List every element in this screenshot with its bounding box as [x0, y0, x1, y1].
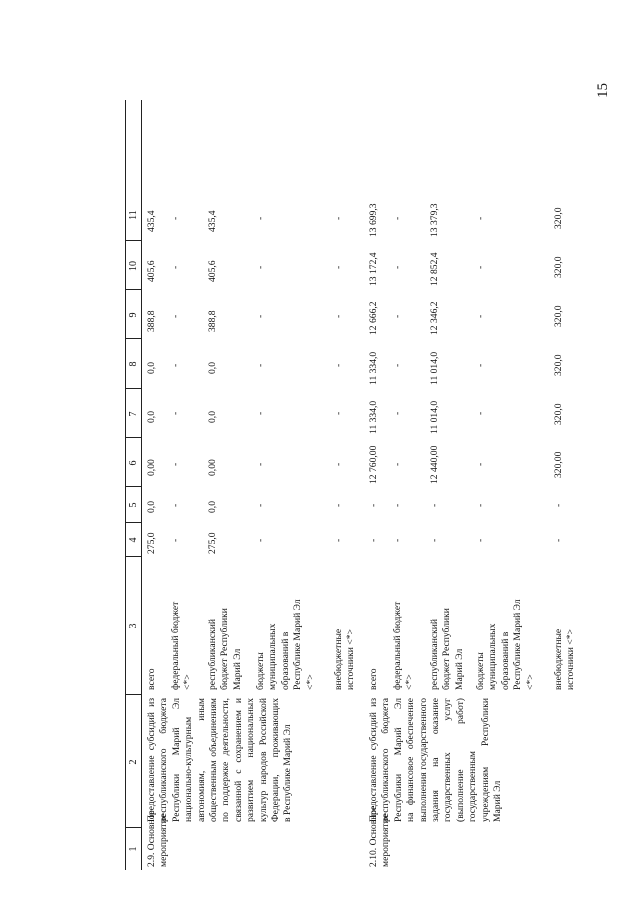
r210-rep-v6: 12 440,00 — [429, 445, 440, 484]
row-2-10-title: Предоставление субсидий из республиканского бюджета Республики Марий Эл на финансовое обеспечение выполнения государственного задания на оказание государственных услуг (выполнение работ) государственным учреждениям Республики Марий Эл — [368, 698, 504, 822]
r210-fed-v9: - — [392, 314, 403, 318]
r210-ext-v9: 320,0 — [553, 305, 564, 327]
r210-ext-v5: - — [553, 503, 564, 507]
r210-rep-v8: 11 014,0 — [429, 351, 440, 385]
r210-total-v8: 11 334,0 — [368, 351, 379, 385]
r210-mun-v8: - — [475, 363, 486, 367]
r210-mun-v10: - — [475, 265, 486, 269]
row-2-10-source-republic: республиканский бюджет Республики Марий Эл — [429, 608, 465, 690]
r29-fed-v5: - — [170, 503, 181, 507]
r29-mun-v5: - — [255, 503, 266, 507]
r29-total-v11: 435,4 — [146, 210, 157, 232]
row-2-9-source-total: всего — [146, 668, 157, 690]
r210-mun-v6: - — [475, 462, 486, 466]
header-col-6: 6 — [128, 460, 139, 466]
r29-total-v6: 0,00 — [146, 459, 157, 476]
r29-ext-v10: - — [333, 265, 344, 269]
r29-ext-v8: - — [333, 363, 344, 367]
r210-fed-v5: - — [392, 503, 403, 507]
r210-rep-v10: 12 852,4 — [429, 252, 440, 286]
row-2-9-source-extrabudget: внебюджетные источники <*> — [333, 628, 357, 690]
row-2-9-source-municipal: бюджеты муниципальных образований в Республике Марий Эл <*> — [255, 599, 316, 690]
r210-mun-v7: - — [475, 411, 486, 415]
row-2-10-label: 2.10. Основное мероприятие — [368, 805, 392, 867]
r210-rep-v5: - — [429, 503, 440, 507]
r210-ext-v10: 320,0 — [553, 256, 564, 278]
r29-ext-v11: - — [333, 216, 344, 220]
header-col-10: 10 — [128, 261, 139, 271]
r210-fed-v6: - — [392, 462, 403, 466]
col-divider-4 — [125, 522, 142, 523]
col-divider-8 — [125, 338, 142, 339]
col-divider-6 — [125, 437, 142, 438]
table-top-border — [125, 100, 126, 870]
r210-ext-v6: 320,00 — [553, 451, 564, 478]
r210-rep-v7: 11 014,0 — [429, 400, 440, 434]
header-col-2: 2 — [128, 759, 139, 765]
r210-rep-v9: 12 346,2 — [429, 301, 440, 335]
r210-rep-v11: 13 379,3 — [429, 203, 440, 237]
r210-ext-v11: 320,0 — [553, 207, 564, 229]
header-col-8: 8 — [128, 361, 139, 367]
r29-ext-v6: - — [333, 462, 344, 466]
r29-mun-v4: - — [255, 538, 266, 542]
row-2-10-source-federal: федеральный бюджет <*> — [392, 601, 416, 690]
r29-rep-v10: 405,6 — [207, 260, 218, 282]
r210-ext-v8: 320,0 — [553, 354, 564, 376]
r29-rep-v11: 435,4 — [207, 210, 218, 232]
r29-mun-v9: - — [255, 314, 266, 318]
r210-total-v9: 12 666,2 — [368, 301, 379, 335]
header-bottom-border — [141, 100, 142, 870]
r29-rep-v7: 0,0 — [207, 411, 218, 423]
row-2-10-source-extrabudget: внебюджетные источники <*> — [553, 628, 577, 690]
r29-mun-v10: - — [255, 265, 266, 269]
r29-fed-v10: - — [170, 265, 181, 269]
r29-mun-v6: - — [255, 462, 266, 466]
page-number: 15 — [595, 83, 611, 98]
r210-ext-v7: 320,0 — [553, 403, 564, 425]
row-2-10-source-municipal: бюджеты муниципальных образований в Республике Марий Эл <*> — [475, 599, 536, 690]
r29-rep-v5: 0,0 — [207, 501, 218, 513]
col-divider-1 — [125, 827, 142, 828]
header-col-1: 1 — [128, 846, 139, 852]
r29-fed-v9: - — [170, 314, 181, 318]
r210-mun-v9: - — [475, 314, 486, 318]
r210-total-v11: 13 699,3 — [368, 203, 379, 237]
budget-table — [100, 100, 580, 870]
row-2-9-title: Предоставление субсидий из республиканского бюджета Республики Марий Эл национально-культурным автономиям, иным общественным объединениям по поддержке деятельности, связанной с сохранением и развитием национальных культур народов Российской Федерации, проживающих в Республике Марий Эл — [146, 698, 294, 822]
row-2-10-source-total: всего — [368, 668, 379, 690]
row-2-9-source-republic: республиканский бюджет Республики Марий Эл — [207, 608, 243, 690]
r210-ext-v4: - — [553, 538, 564, 542]
r29-total-v7: 0,0 — [146, 411, 157, 423]
row-2-9-source-federal: федеральный бюджет <*> — [170, 601, 194, 690]
r210-rep-v4: - — [429, 538, 440, 542]
r29-mun-v11: - — [255, 216, 266, 220]
col-divider-10 — [125, 240, 142, 241]
r210-mun-v11: - — [475, 216, 486, 220]
r210-total-v4: - — [368, 538, 379, 542]
r29-total-v10: 405,6 — [146, 260, 157, 282]
row-2-9-label: 2.9. Основное мероприятие — [146, 810, 170, 867]
r29-total-v5: 0,0 — [146, 501, 157, 513]
r29-rep-v8: 0,0 — [207, 362, 218, 374]
r29-rep-v6: 0,00 — [207, 459, 218, 476]
r29-rep-v9: 388,8 — [207, 310, 218, 332]
r29-fed-v11: - — [170, 216, 181, 220]
r29-ext-v7: - — [333, 411, 344, 415]
header-col-3: 3 — [128, 623, 139, 629]
r29-total-v8: 0,0 — [146, 362, 157, 374]
col-divider-5 — [125, 486, 142, 487]
r210-fed-v10: - — [392, 265, 403, 269]
col-divider-3 — [125, 556, 142, 557]
r29-ext-v4: - — [333, 538, 344, 542]
r29-fed-v6: - — [170, 462, 181, 466]
r29-mun-v8: - — [255, 363, 266, 367]
col-divider-7 — [125, 388, 142, 389]
r29-total-v9: 388,8 — [146, 310, 157, 332]
r29-total-v4: 275,0 — [146, 532, 157, 554]
r29-mun-v7: - — [255, 411, 266, 415]
header-col-11: 11 — [128, 210, 139, 220]
r29-fed-v7: - — [170, 411, 181, 415]
r210-total-v10: 13 172,4 — [368, 252, 379, 286]
header-col-5: 5 — [128, 502, 139, 508]
r210-fed-v11: - — [392, 216, 403, 220]
col-divider-9 — [125, 289, 142, 290]
r210-fed-v8: - — [392, 363, 403, 367]
header-col-4: 4 — [128, 537, 139, 543]
col-divider-2 — [125, 694, 142, 695]
r29-ext-v5: - — [333, 503, 344, 507]
r210-fed-v7: - — [392, 411, 403, 415]
r210-mun-v4: - — [475, 538, 486, 542]
r29-ext-v9: - — [333, 314, 344, 318]
r29-fed-v4: - — [170, 538, 181, 542]
r29-rep-v4: 275,0 — [207, 532, 218, 554]
r210-fed-v4: - — [392, 538, 403, 542]
r210-mun-v5: - — [475, 503, 486, 507]
r210-total-v7: 11 334,0 — [368, 400, 379, 434]
r29-fed-v8: - — [170, 363, 181, 367]
header-col-7: 7 — [128, 411, 139, 417]
r210-total-v6: 12 760,00 — [368, 445, 379, 484]
header-col-9: 9 — [128, 312, 139, 318]
r210-total-v5: - — [368, 503, 379, 507]
